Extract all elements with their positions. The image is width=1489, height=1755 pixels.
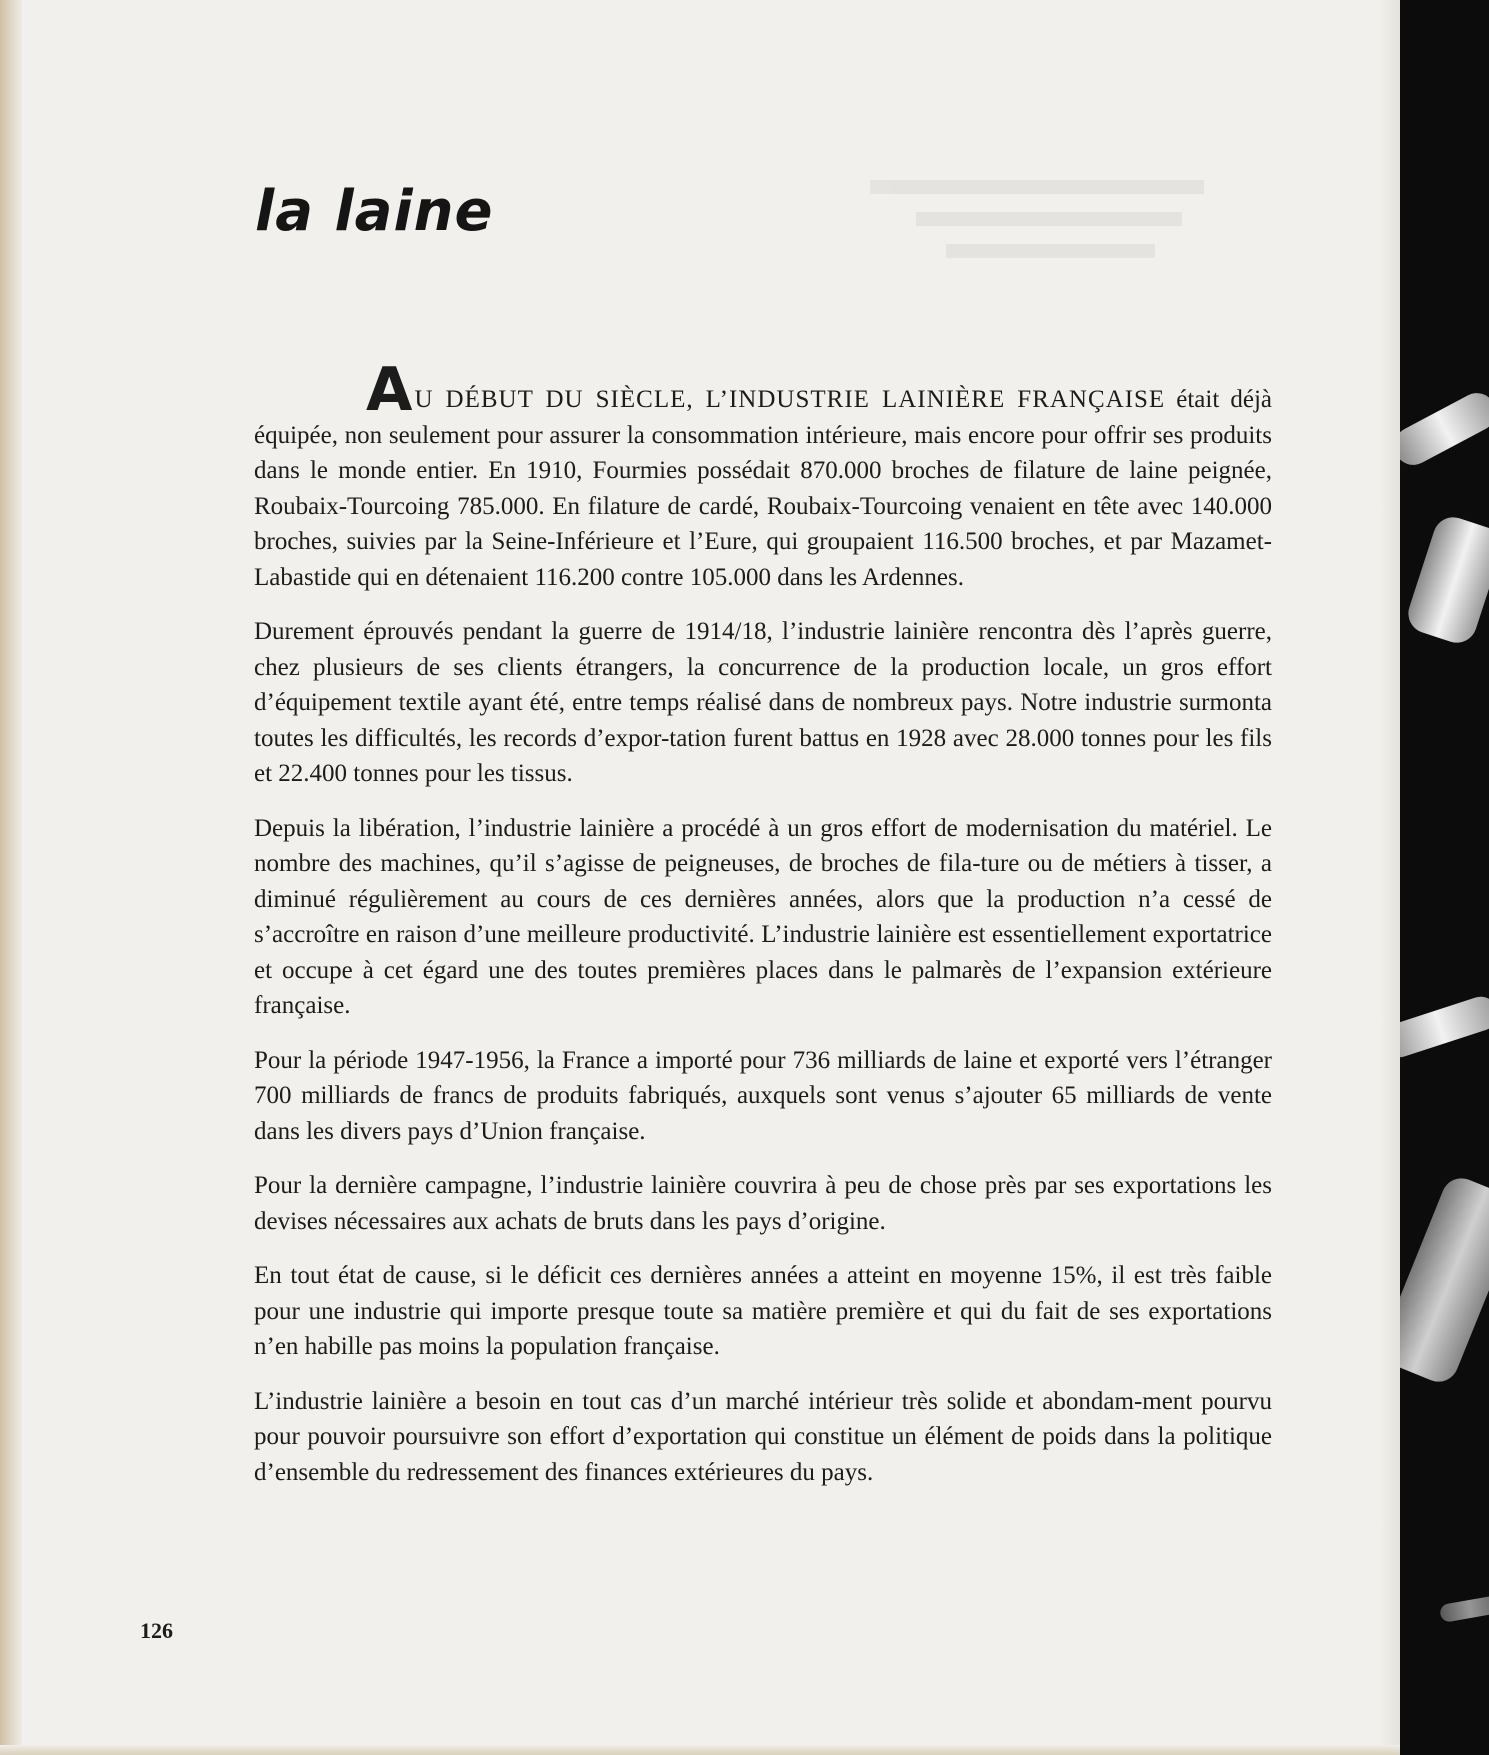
reverse-side-showthrough xyxy=(870,180,1250,300)
paragraph-6: En tout état de cause, si le déficit ces dernières années a atteint en moyenne 15%, il est très faible pour une industrie qui importe presque toute sa matière première et qui du fait de ses exportations n’en habille pas moins la population française. xyxy=(254,1262,1272,1360)
page-number: 126 xyxy=(140,1618,173,1643)
page-left-edge xyxy=(0,0,22,1755)
intro-lead-text: U DÉBUT DU SIÈCLE, L’INDUSTRIE LAINIÈRE FRANÇAISE xyxy=(414,386,1166,413)
page-right-edge xyxy=(1382,0,1400,1755)
paragraph-3: Depuis la libération, l’industrie lainière a procédé à un gros effort de modernisation du matériel. Le nombre des machines, qu’il s’agisse de peigneuses, de broches de fila-ture ou de métiers à tisser, a diminué régulièrement au cours de ces dernières années, alors que la production n’a cessé de s’accroître en raison d’une meilleure productivité. L’industrie lainière est essentiellement exportatrice et occupe à cet égard une des toutes premières places dans le palmarès de l’expansion extérieure française. xyxy=(254,814,1272,1019)
paragraph-intro xyxy=(254,355,1272,595)
page-bottom-edge xyxy=(0,1745,1400,1755)
page-title: la laine xyxy=(255,179,494,244)
paragraph-2: Durement éprouvés pendant la guerre de 1914/18, l’industrie lainière rencontra dès l’après guerre, chez plusieurs de ses clients étrangers, la concurrence de la production locale, un gros effort d’équipement textile ayant été, entre temps réalisé dans de nombreux pays. Notre industrie surmonta toutes les difficultés, les records d’expor-tation furent battus en 1928 avec 28.000 tonnes pour les fils et 22.400 tonnes pour les tissus. xyxy=(254,618,1272,787)
adjacent-photograph-edge xyxy=(1400,0,1489,1755)
drop-cap-letter: A xyxy=(366,355,413,425)
paragraph-7: L’industrie lainière a besoin en tout cas d’un marché intérieur très solide et abondam-ment pourvu pour pouvoir poursuivre son effort d’exportation qui constitue un élément de poids dans la politique d’ensemble du redressement des finances extérieures du pays. xyxy=(254,1387,1272,1486)
paragraph-4: Pour la période 1947-1956, la France a importé pour 736 milliards de laine et exporté vers l’étranger 700 milliards de francs de produits fabriqués, auxquels sont venus s’ajouter 65 milliards de vente dans les divers pays d’Union française. xyxy=(254,1046,1272,1145)
paragraph-5: Pour la dernière campagne, l’industrie lainière couvrira à peu de chose près par ses exportations les devises nécessaires aux achats de bruts dans les pays d’origine. xyxy=(254,1172,1272,1235)
intro-body-text: était déjà équipée, non seulement pour assurer la consommation intérieure, mais encore pour offrir ses produits dans le monde entier. En 1910, Fourmies possédait 870.000 broches de filature de laine peignée, Roubaix-Tourcoing 785.000. En filature de cardé, Roubaix-Tourcoing venaient en tête avec 140.000 broches, suivies par la Seine-Inférieure et l’Eure, qui groupaient 116.500 broches, et par Mazamet-Labastide qui en détenaient 116.200 contre 105.000 dans les Ardennes. xyxy=(254,386,1272,591)
article-body xyxy=(254,355,1272,1509)
